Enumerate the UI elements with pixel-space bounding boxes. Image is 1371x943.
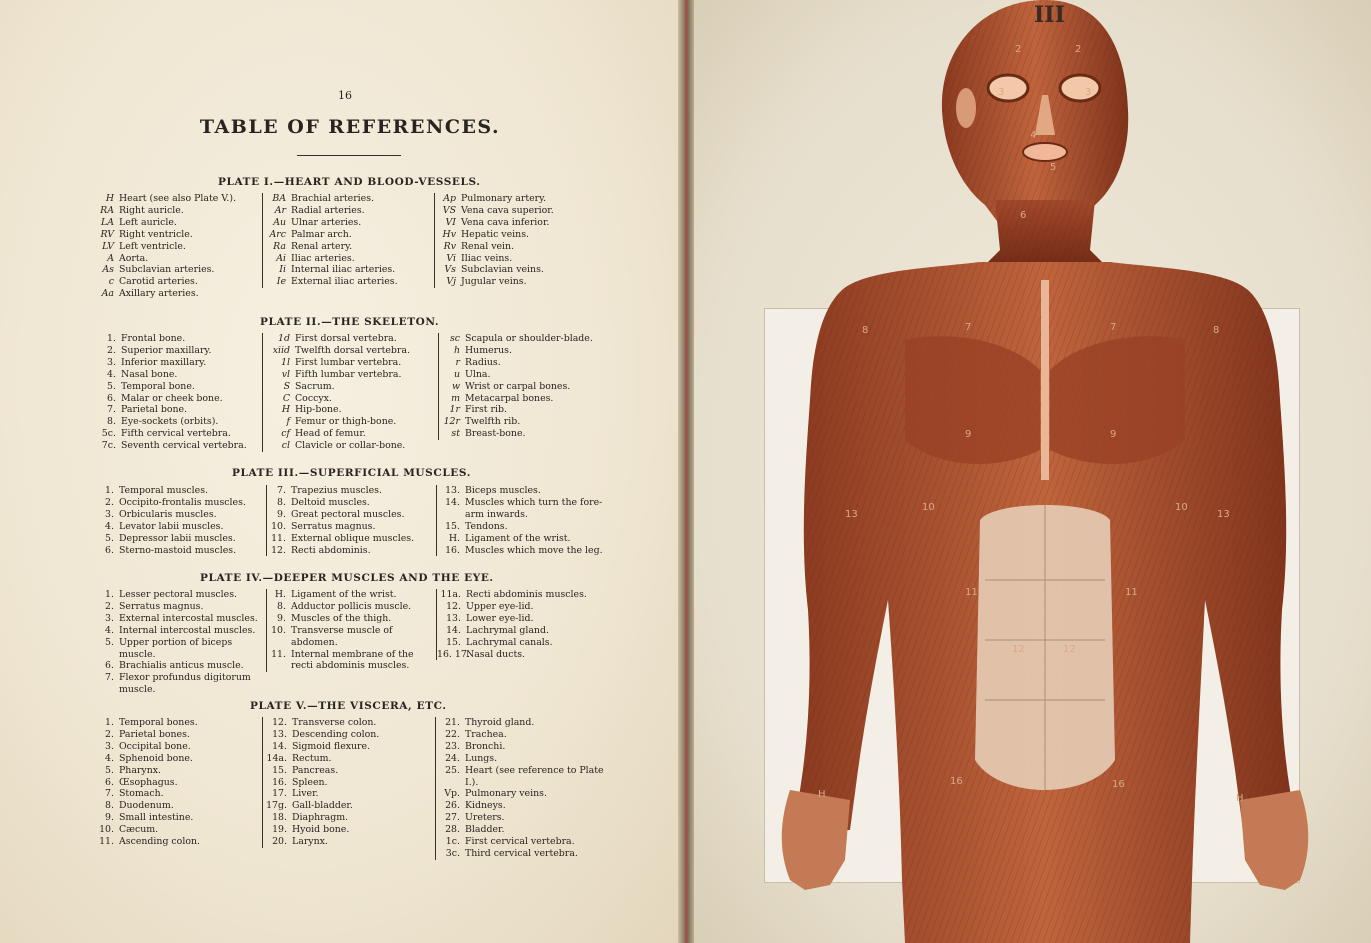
- reference-key: r: [455, 356, 460, 368]
- plate-heading: PLATE I.—HEART AND BLOOD-VESSELS.: [218, 176, 481, 188]
- reference-key: Rv: [443, 240, 456, 252]
- reference-label: Depressor labii muscles.: [119, 532, 236, 544]
- reference-label: Small intestine.: [119, 812, 194, 824]
- reference-key: 18.: [272, 812, 287, 824]
- reference-key: Ai: [276, 252, 286, 264]
- reference-key: 4.: [105, 624, 114, 636]
- reference-label: Orbicularis muscles.: [119, 508, 217, 520]
- figure-reference-label: 16: [950, 776, 963, 787]
- reference-key: 17g.: [266, 800, 287, 812]
- reference-label: Humerus.: [465, 344, 512, 356]
- reference-key: H: [105, 193, 114, 204]
- reference-label: Fifth lumbar vertebra.: [295, 368, 402, 380]
- reference-label: Tendons.: [465, 520, 508, 532]
- reference-label: Pharynx.: [119, 764, 162, 776]
- reference-label: Femur or thigh-bone.: [295, 416, 397, 428]
- reference-key: 3.: [105, 508, 114, 520]
- reference-label: Heart (see also Plate V.).: [119, 193, 237, 204]
- reference-key: 10.: [99, 824, 114, 836]
- figure-reference-label: 7: [1110, 322, 1117, 333]
- reference-label: Lungs.: [465, 752, 498, 764]
- reference-key: Vi: [446, 252, 456, 264]
- reference-label: Levator labii muscles.: [119, 520, 224, 532]
- reference-label: Stomach.: [119, 788, 164, 800]
- figure-right-eye: [1060, 75, 1100, 101]
- reference-key: 8.: [105, 800, 114, 812]
- reference-label: Seventh cervical vertebra.: [121, 440, 247, 452]
- reference-label: Clavicle or collar-bone.: [295, 440, 406, 452]
- reference-label: Rectum.: [292, 752, 332, 764]
- reference-label: Descending colon.: [292, 728, 380, 740]
- reference-label: Frontal bone.: [121, 333, 186, 344]
- reference-label: Iliac veins.: [461, 252, 513, 264]
- reference-key: LV: [102, 240, 114, 252]
- reference-key: 1c.: [445, 836, 460, 848]
- reference-key: As: [102, 264, 114, 276]
- reference-label: Wrist or carpal bones.: [465, 380, 571, 392]
- reference-label: Hyoid bone.: [292, 824, 350, 836]
- reference-key: 11a.: [440, 589, 461, 600]
- reference-key: 24.: [445, 752, 460, 764]
- reference-key: 16.: [272, 776, 287, 788]
- reference-label: Lesser pectoral muscles.: [119, 589, 237, 600]
- reference-key: 3.: [105, 612, 114, 624]
- reference-key: Vp.: [444, 788, 460, 800]
- reference-label: Great pectoral muscles.: [291, 508, 405, 520]
- reference-key: 8.: [277, 496, 286, 508]
- reference-label: Radius.: [465, 356, 501, 368]
- reference-key: 1.: [105, 485, 114, 496]
- reference-label: Vena cava superior.: [461, 204, 554, 216]
- figure-reference-label: 13: [1217, 509, 1230, 520]
- reference-label: Breast-bone.: [465, 428, 526, 440]
- reference-label: Malar or cheek bone.: [121, 392, 223, 404]
- reference-label: Sterno-mastoid muscles.: [119, 544, 237, 556]
- reference-key: 2.: [107, 344, 116, 356]
- reference-label: Deltoid muscles.: [291, 496, 370, 508]
- reference-key: 27.: [445, 812, 460, 824]
- reference-key: 20.: [272, 836, 287, 848]
- reference-key: Ap: [443, 193, 456, 204]
- reference-label: Kidneys.: [465, 800, 506, 812]
- reference-key: m: [451, 392, 460, 404]
- reference-label: Fifth cervical vertebra.: [121, 428, 231, 440]
- reference-key: BA: [272, 193, 286, 204]
- reference-label: Recti abdominis.: [291, 544, 371, 556]
- reference-label: Heart (see reference to Plate I.).: [465, 764, 604, 788]
- reference-label: Bladder.: [465, 824, 505, 836]
- reference-key: 23.: [445, 740, 460, 752]
- reference-key: 1r: [449, 404, 460, 416]
- plate-heading: PLATE IV.—DEEPER MUSCLES AND THE EYE.: [200, 572, 494, 584]
- reference-key: 10.: [271, 624, 286, 636]
- reference-key: 22.: [445, 728, 460, 740]
- reference-label: Carotid arteries.: [119, 276, 198, 288]
- reference-label: Eye-sockets (orbits).: [121, 416, 219, 428]
- figure-left-eye: [988, 75, 1028, 101]
- reference-label: Right ventricle.: [119, 228, 193, 240]
- reference-key: vl: [281, 368, 290, 380]
- reference-label: Serratus magnus.: [291, 520, 376, 532]
- figure-reference-label: 13: [845, 509, 858, 520]
- reference-label: Nasal ducts.: [466, 648, 526, 660]
- reference-key: 13.: [272, 728, 287, 740]
- reference-label: Transverse muscle of abdomen.: [291, 624, 393, 648]
- figure-reference-label: 5: [1050, 162, 1057, 173]
- reference-label: Ulnar arteries.: [291, 216, 362, 228]
- reference-label: Parietal bones.: [119, 728, 190, 740]
- reference-label: Recti abdominis muscles.: [466, 589, 587, 600]
- reference-label: Thyroid gland.: [465, 717, 535, 728]
- reference-key: 7.: [105, 672, 114, 684]
- plate-heading: PLATE V.—THE VISCERA, ETC.: [250, 700, 447, 712]
- reference-key: 5.: [105, 636, 114, 648]
- reference-key: C: [282, 392, 290, 404]
- reference-key: 21.: [445, 717, 460, 728]
- reference-label: Sacrum.: [295, 380, 335, 392]
- reference-label: Superior maxillary.: [121, 344, 212, 356]
- reference-key: Au: [273, 216, 286, 228]
- reference-label: First lumbar vertebra.: [295, 356, 402, 368]
- reference-key: u: [453, 368, 460, 380]
- reference-label: Occipito-frontalis muscles.: [119, 496, 246, 508]
- figure-reference-label: 3: [998, 87, 1005, 98]
- reference-key: 11.: [271, 532, 286, 544]
- reference-key: 12.: [446, 600, 461, 612]
- figure-reference-label: 2: [1015, 44, 1022, 55]
- reference-key: cf: [281, 428, 290, 440]
- reference-key: LA: [101, 216, 114, 228]
- reference-key: Arc: [269, 228, 286, 240]
- reference-key: 6.: [105, 776, 114, 788]
- figure-reference-label: 12: [1012, 644, 1025, 655]
- figure-mouth: [1023, 143, 1067, 161]
- reference-key: 14.: [272, 740, 287, 752]
- reference-key: 5c.: [101, 428, 116, 440]
- reference-label: First dorsal vertebra.: [295, 333, 397, 344]
- figure-reference-label: 9: [1110, 429, 1117, 440]
- reference-label: Trapezius muscles.: [291, 485, 382, 496]
- figure-reference-label: 7: [965, 322, 972, 333]
- reference-key: w: [451, 380, 460, 392]
- reference-label: Duodenum.: [119, 800, 174, 812]
- reference-key: 1.: [107, 333, 116, 344]
- reference-label: Lower eye-lid.: [466, 612, 534, 624]
- reference-label: Internal intercostal muscles.: [119, 624, 256, 636]
- reference-label: Œsophagus.: [119, 776, 178, 788]
- reference-label: Radial arteries.: [291, 204, 365, 216]
- reference-label: Muscles which move the leg.: [465, 544, 603, 556]
- figure-reference-label: 3: [1085, 87, 1092, 98]
- figure-reference-label: 11: [1125, 587, 1138, 598]
- reference-key: 5.: [105, 532, 114, 544]
- reference-key: Ar: [274, 204, 286, 216]
- reference-key: 12.: [272, 717, 287, 728]
- reference-label: Third cervical vertebra.: [465, 847, 578, 859]
- reference-key: 15.: [272, 764, 287, 776]
- figure-left-hand: [782, 790, 850, 890]
- reference-label: Subclavian veins.: [461, 264, 544, 276]
- reference-key: 14.: [446, 624, 461, 636]
- figure-reference-label: 6: [1020, 210, 1027, 221]
- reference-label: Temporal bones.: [119, 717, 198, 728]
- reference-key: 4.: [107, 368, 116, 380]
- reference-label: Twelfth dorsal vertebra.: [295, 344, 410, 356]
- reference-key: 7c.: [101, 440, 116, 452]
- reference-key: Hv: [442, 228, 456, 240]
- reference-label: Adductor pollicis muscle.: [291, 600, 412, 612]
- reference-key: Ie: [276, 276, 286, 288]
- reference-label: Bronchi.: [465, 740, 506, 752]
- reference-label: Inferior maxillary.: [121, 356, 207, 368]
- reference-label: Upper portion of biceps muscle.: [119, 636, 233, 660]
- reference-key: 9.: [277, 612, 286, 624]
- reference-label: Internal membrane of the recti abdominis muscles.: [291, 648, 414, 672]
- reference-label: Nasal bone.: [121, 368, 178, 380]
- page-number: 16: [338, 89, 352, 102]
- reference-label: Upper eye-lid.: [466, 600, 534, 612]
- reference-label: Scapula or shoulder-blade.: [465, 333, 593, 344]
- reference-key: 3c.: [445, 847, 460, 859]
- reference-key: 16. 17.: [437, 648, 470, 660]
- reference-label: Diaphragm.: [292, 812, 349, 824]
- reference-key: 4.: [105, 520, 114, 532]
- figure-reference-label: 10: [922, 502, 935, 513]
- reference-key: 10.: [271, 520, 286, 532]
- reference-label: Pulmonary veins.: [465, 788, 547, 800]
- reference-label: Cæcum.: [119, 824, 159, 836]
- reference-key: 1.: [105, 717, 114, 728]
- reference-label: Muscles of the thigh.: [291, 612, 392, 624]
- reference-label: Twelfth rib.: [465, 416, 521, 428]
- reference-label: Spleen.: [292, 776, 328, 788]
- reference-key: 8.: [277, 600, 286, 612]
- reference-key: sc: [449, 333, 460, 344]
- reference-key: 19.: [272, 824, 287, 836]
- figure-right-hand: [1240, 790, 1308, 890]
- reference-label: External oblique muscles.: [291, 532, 415, 544]
- reference-label: External iliac arteries.: [291, 276, 398, 288]
- reference-key: 12r: [443, 416, 460, 428]
- reference-key: 12.: [271, 544, 286, 556]
- reference-label: Pancreas.: [292, 764, 339, 776]
- reference-key: Vs: [444, 264, 456, 276]
- reference-key: 1l: [281, 356, 290, 368]
- reference-label: Left ventricle.: [119, 240, 186, 252]
- reference-key: RV: [100, 228, 114, 240]
- reference-key: Vj: [446, 276, 456, 288]
- reference-label: Temporal muscles.: [119, 485, 208, 496]
- reference-label: Brachialis anticus muscle.: [119, 660, 244, 672]
- figure-reference-label: H: [1236, 793, 1244, 804]
- figure-reference-label: H: [818, 789, 826, 800]
- reference-key: 7.: [105, 788, 114, 800]
- reference-key: 5.: [105, 764, 114, 776]
- figure-reference-label: 10: [1175, 502, 1188, 513]
- reference-key: 28.: [445, 824, 460, 836]
- reference-label: Left auricle.: [119, 216, 177, 228]
- reference-label: Aorta.: [119, 252, 149, 264]
- reference-key: 9.: [105, 812, 114, 824]
- reference-label: Ligament of the wrist.: [291, 589, 397, 600]
- reference-label: Muscles which turn the fore-arm inwards.: [465, 496, 603, 520]
- reference-label: Gall-bladder.: [292, 800, 353, 812]
- reference-key: xiid: [272, 344, 290, 356]
- reference-key: 15.: [446, 636, 461, 648]
- plate-numeral: III: [1034, 2, 1065, 28]
- reference-label: Parietal bone.: [121, 404, 188, 416]
- reference-key: 15.: [445, 520, 460, 532]
- reference-key: 13.: [445, 485, 460, 496]
- reference-label: Iliac arteries.: [291, 252, 355, 264]
- reference-key: 2.: [105, 600, 114, 612]
- reference-label: Renal artery.: [291, 240, 353, 252]
- figure-reference-label: 9: [965, 429, 972, 440]
- reference-label: Metacarpal bones.: [465, 392, 554, 404]
- reference-label: Ureters.: [465, 812, 505, 824]
- reference-label: Renal vein.: [461, 240, 515, 252]
- reference-label: Pulmonary artery.: [461, 193, 547, 204]
- figure-reference-label: 8: [1213, 325, 1220, 336]
- reference-label: Hepatic veins.: [461, 228, 529, 240]
- reference-key: 14.: [445, 496, 460, 508]
- reference-key: VS: [442, 204, 456, 216]
- reference-label: Brachial arteries.: [291, 193, 375, 204]
- reference-key: S: [283, 380, 290, 392]
- reference-label: Temporal bone.: [121, 380, 195, 392]
- reference-label: Sphenoid bone.: [119, 752, 193, 764]
- reference-key: 25.: [445, 764, 460, 776]
- reference-label: Ulna.: [465, 368, 491, 380]
- reference-key: RA: [100, 204, 114, 216]
- reference-key: 14a.: [266, 752, 287, 764]
- reference-key: 8.: [107, 416, 116, 428]
- figure-reference-label: 2: [1075, 44, 1082, 55]
- reference-label: First cervical vertebra.: [465, 836, 575, 848]
- reference-key: H: [281, 404, 290, 416]
- reference-label: External intercostal muscles.: [119, 612, 258, 624]
- reference-key: f: [286, 416, 290, 428]
- reference-label: Palmar arch.: [291, 228, 352, 240]
- reference-key: 6.: [107, 392, 116, 404]
- reference-key: 6.: [105, 660, 114, 672]
- reference-key: 26.: [445, 800, 460, 812]
- figure-reference-label: 12: [1063, 644, 1076, 655]
- reference-label: Occipital bone.: [119, 740, 191, 752]
- reference-label: Transverse colon.: [292, 717, 377, 728]
- reference-key: cl: [281, 440, 290, 452]
- reference-key: 4.: [105, 752, 114, 764]
- figure-reference-label: 16: [1112, 779, 1125, 790]
- reference-key: 5.: [107, 380, 116, 392]
- reference-label: Serratus magnus.: [119, 600, 204, 612]
- reference-key: 2.: [105, 728, 114, 740]
- reference-label: Jugular veins.: [461, 276, 527, 288]
- reference-label: Vena cava inferior.: [461, 216, 550, 228]
- reference-key: 3.: [107, 356, 116, 368]
- reference-key: 7.: [107, 404, 116, 416]
- reference-key: Ra: [273, 240, 286, 252]
- reference-label: Larynx.: [292, 836, 328, 848]
- reference-label: Axillary arteries.: [119, 288, 199, 300]
- reference-label: Flexor profundus digitorum muscle.: [119, 672, 251, 696]
- reference-key: H.: [274, 589, 286, 600]
- reference-label: Trachea.: [465, 728, 507, 740]
- reference-key: 17.: [272, 788, 287, 800]
- figure-reference-label: 8: [862, 325, 869, 336]
- reference-key: VI: [445, 216, 456, 228]
- reference-label: First rib.: [465, 404, 508, 416]
- reference-key: 6.: [105, 544, 114, 556]
- figure-reference-label: 11: [965, 587, 978, 598]
- reference-key: 3.: [105, 740, 114, 752]
- reference-label: Ascending colon.: [119, 836, 200, 848]
- reference-key: 2.: [105, 496, 114, 508]
- reference-label: Coccyx.: [295, 392, 332, 404]
- reference-label: Right auricle.: [119, 204, 184, 216]
- reference-label: Internal iliac arteries.: [291, 264, 396, 276]
- reference-label: Subclavian arteries.: [119, 264, 215, 276]
- reference-key: 13.: [446, 612, 461, 624]
- reference-key: Ii: [279, 264, 286, 276]
- reference-key: 7.: [277, 485, 286, 496]
- reference-label: Biceps muscles.: [465, 485, 541, 496]
- plate-heading: PLATE III.—SUPERFICIAL MUSCLES.: [232, 467, 471, 479]
- reference-label: Liver.: [292, 788, 319, 800]
- reference-key: 9.: [277, 508, 286, 520]
- reference-label: Hip-bone.: [295, 404, 342, 416]
- figure-reference-label: 4: [1030, 130, 1037, 141]
- reference-label: Head of femur.: [295, 428, 366, 440]
- reference-key: H.: [448, 532, 460, 544]
- reference-key: A: [107, 252, 114, 264]
- reference-key: h: [453, 344, 460, 356]
- reference-key: 11.: [99, 836, 114, 848]
- reference-label: Sigmoid flexure.: [292, 740, 371, 752]
- reference-key: Aa: [101, 288, 114, 300]
- reference-label: Ligament of the wrist.: [465, 532, 571, 544]
- reference-key: 11.: [271, 648, 286, 660]
- reference-key: 1.: [105, 589, 114, 600]
- reference-label: Lachrymal gland.: [466, 624, 549, 636]
- reference-label: Lachrymal canals.: [466, 636, 553, 648]
- reference-key: 16.: [445, 544, 460, 556]
- plate-heading: PLATE II.—THE SKELETON.: [260, 316, 440, 328]
- page-title: TABLE OF REFERENCES.: [199, 116, 501, 138]
- reference-key: 1d: [278, 333, 290, 344]
- reference-key: st: [451, 428, 460, 440]
- reference-key: c: [108, 276, 114, 288]
